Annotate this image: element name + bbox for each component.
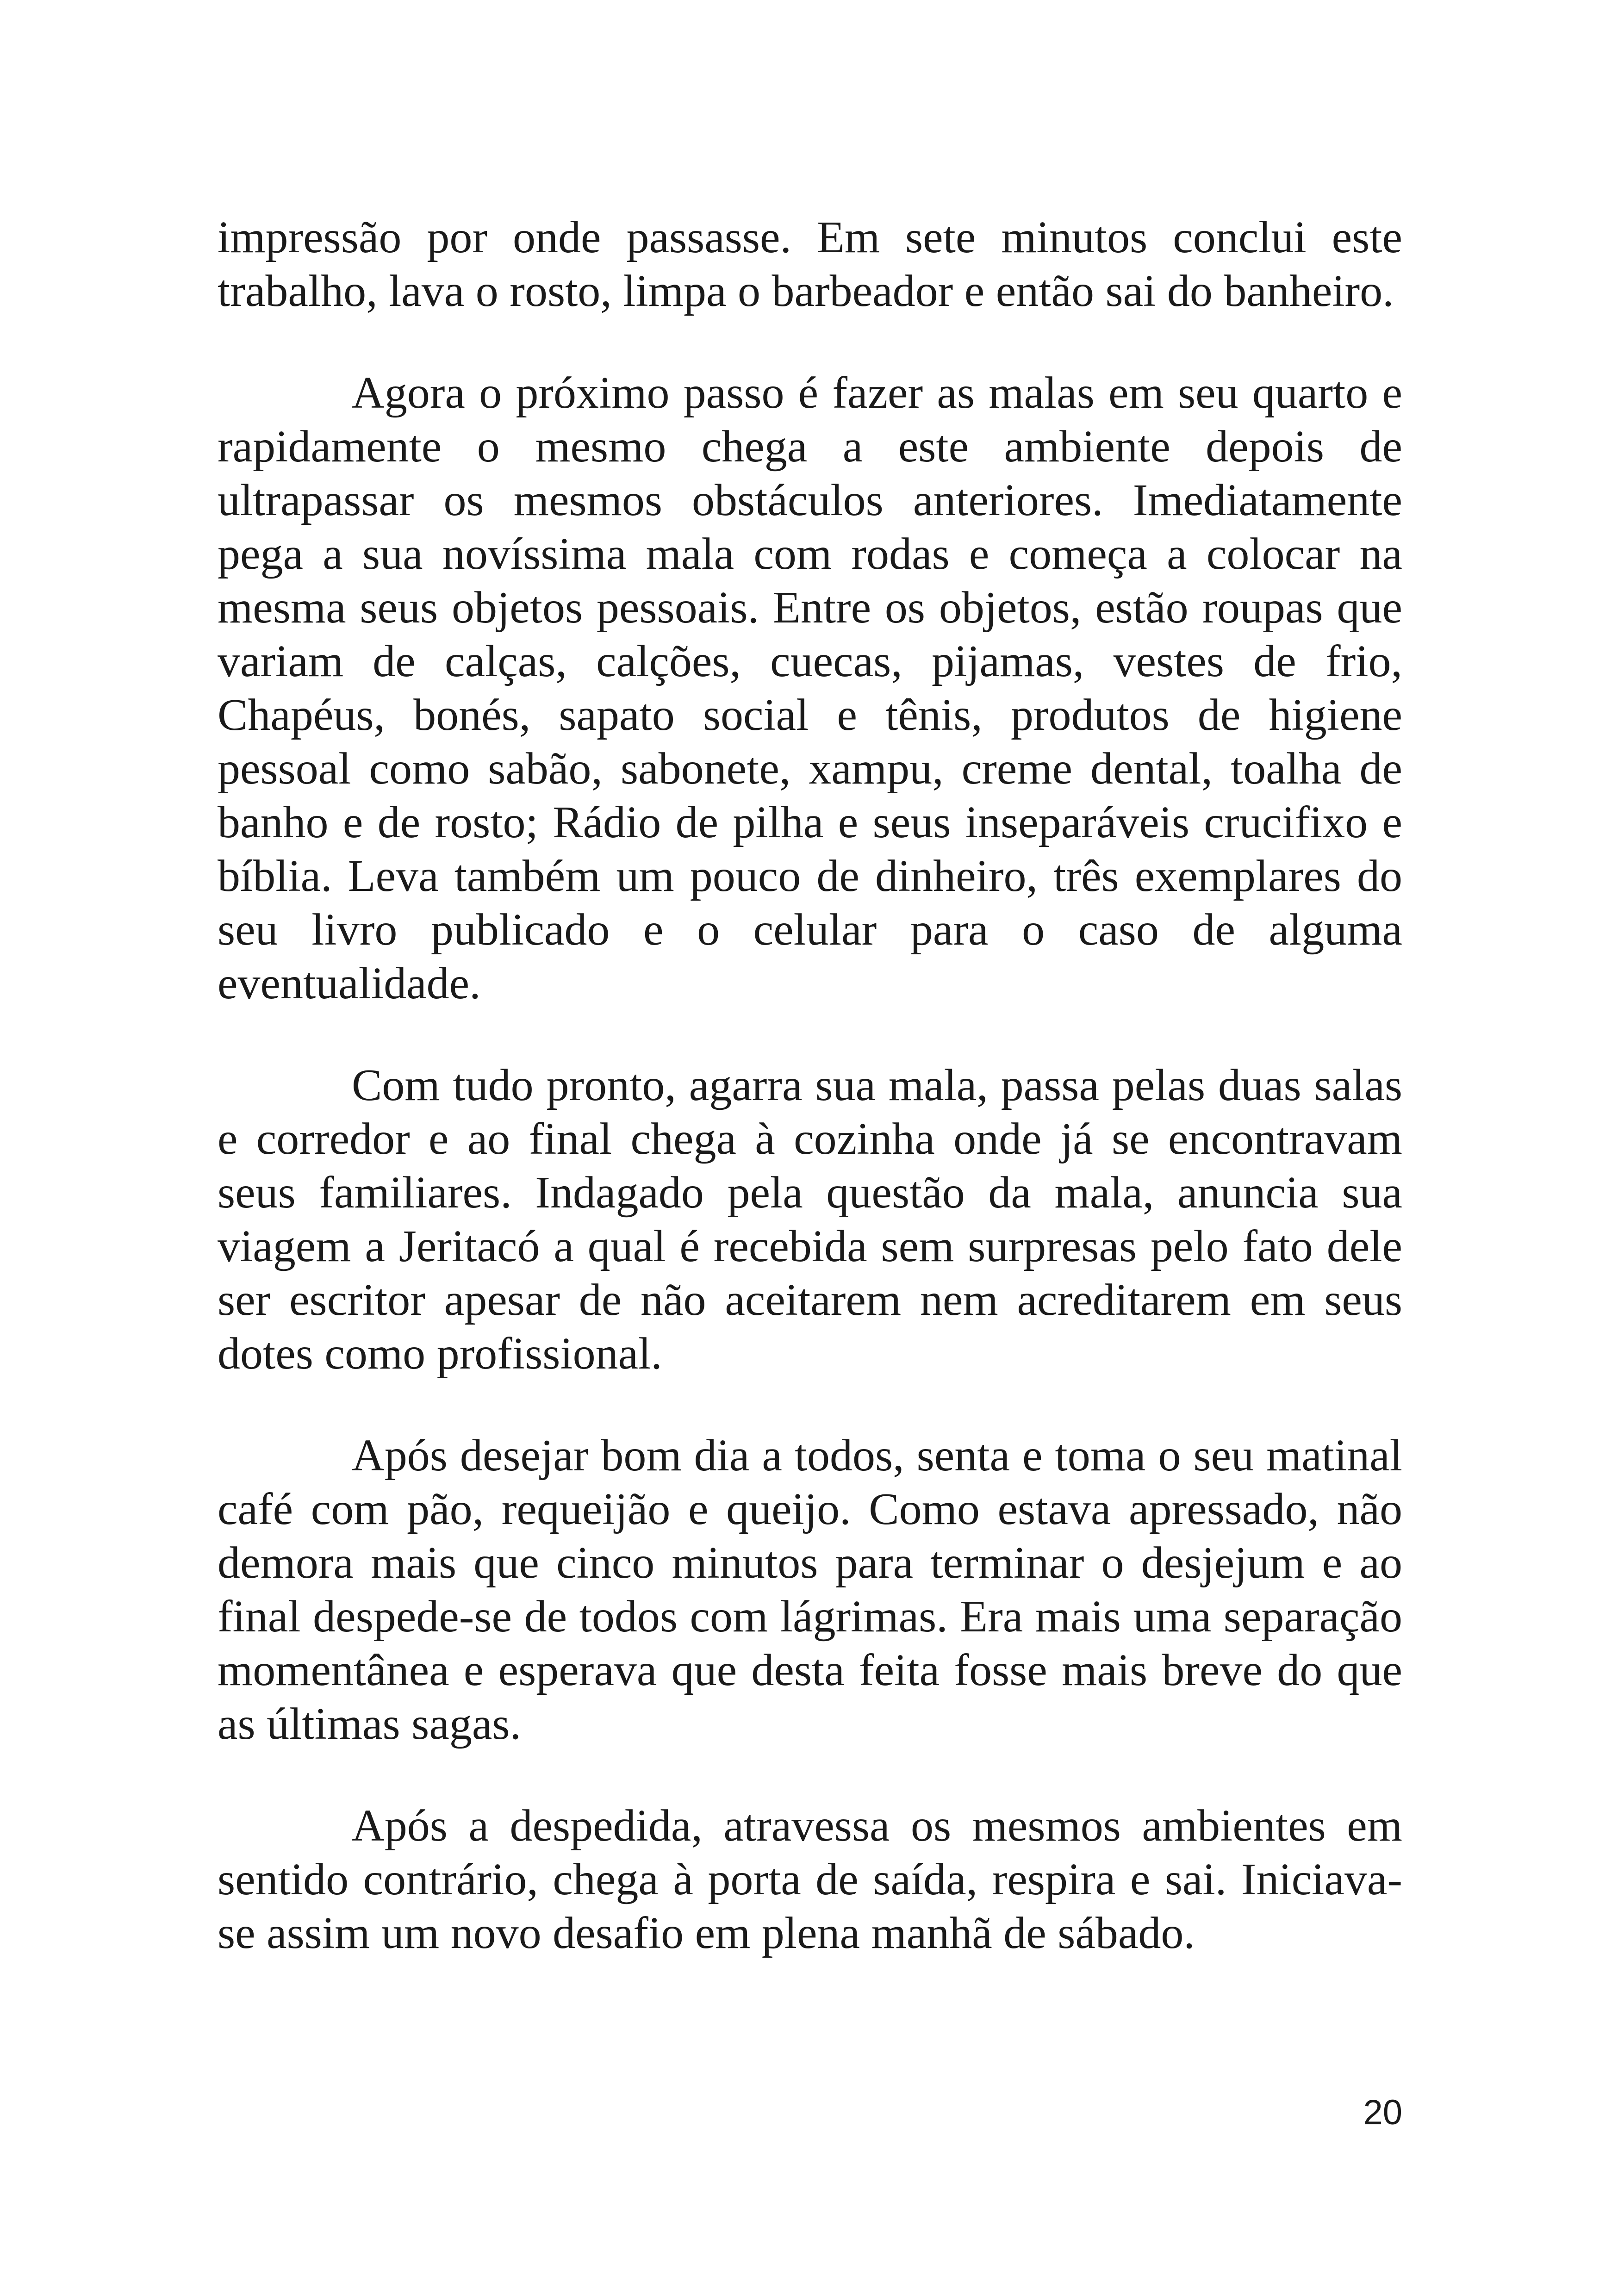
paragraph-1: impressão por onde passasse. Em sete minutos conclui este trabalho, lava o rosto, limpa o barbeador e então sai do banheiro. bbox=[218, 212, 1402, 316]
paragraph-4: Após desejar bom dia a todos, senta e toma o seu matinal café com pão, requeijão e queijo. Como estava apressado, não demora mais que cinco minutos para terminar o desjejum e ao final despede-se de todos com lágrimas. Era mais uma separação momentânea e esperava que desta feita fosse mais breve do que as últimas sagas. bbox=[218, 1431, 1402, 1749]
paragraph-3: Com tudo pronto, agarra sua mala, passa pelas duas salas e corredor e ao final chega à cozinha onde já se encontravam seus familiares. Indagado pela questão da mala, anuncia sua viagem a Jeritacó a qual é recebida sem surpresas pelo fato dele ser escritor apesar de não aceitarem nem acreditarem em seus dotes como profissional. bbox=[218, 1060, 1402, 1379]
paragraph-2: Agora o próximo passo é fazer as malas em seu quarto e rapidamente o mesmo chega a este ambiente depois de ultrapassar os mesmos obstáculos anteriores. Imediatamente pega a sua novíssima mala com rodas e começa a colocar na mesma seus objetos pessoais. Entre os objetos, estão roupas que variam de calças, calções, cuecas, pijamas, vestes de frio, Chapéus, bonés, sapato social e tênis, produtos de higiene pessoal como sabão, sabonete, xampu, creme dental, toalha de banho e de rosto; Rádio de pilha e seus inseparáveis crucifixo e bíblia. Leva também um pouco de dinheiro, três exemplares do seu livro publicado e o celular para o caso de alguma eventualidade. bbox=[218, 368, 1402, 1008]
paragraph-5: Após a despedida, atravessa os mesmos ambientes em sentido contrário, chega à porta de saída, respira e sai. Iniciava-se assim um novo desafio em plena manhã de sábado. bbox=[218, 1801, 1402, 1958]
body-text bbox=[218, 211, 1402, 1960]
page-number: 20 bbox=[1363, 2093, 1402, 2132]
